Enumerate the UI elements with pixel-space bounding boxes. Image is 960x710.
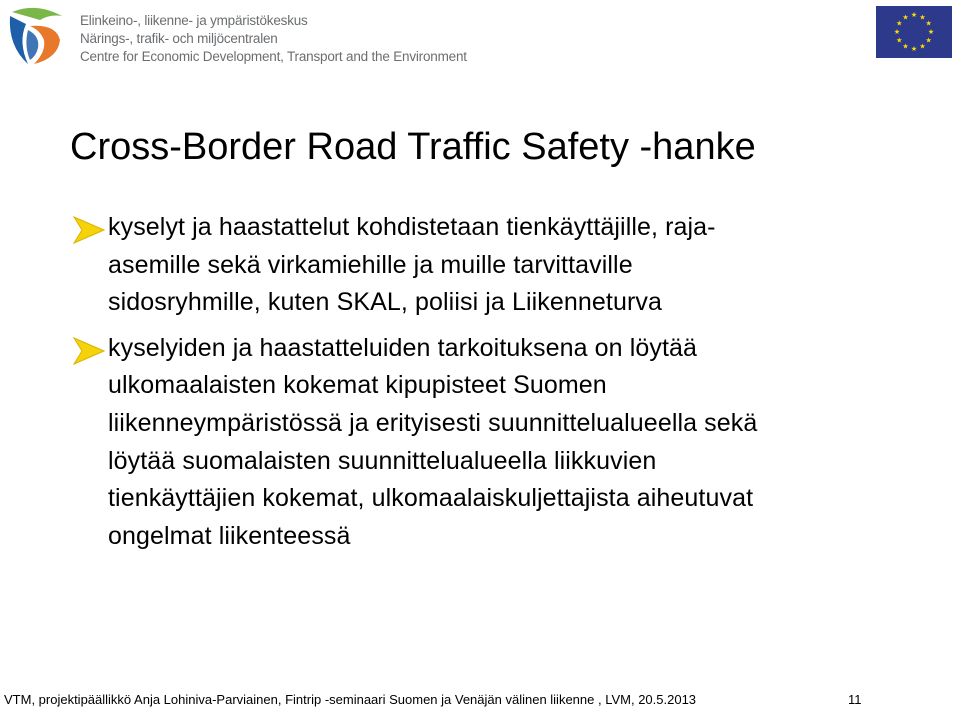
svg-text:★: ★ — [925, 19, 932, 28]
slide-footer: VTM, projektipäällikkö Anja Lohiniva-Parviainen, Fintrip -seminaari Suomen ja Venäjän välinen liikenne , LVM, 20.5.2013 — [4, 692, 697, 707]
bullet-line: liikenneympäristössä ja erityisesti suunnittelualueella sekä — [108, 408, 758, 437]
svg-text:★: ★ — [910, 45, 918, 53]
arrow-bullet-icon — [72, 215, 106, 245]
eu-flag-icon — [876, 6, 952, 58]
bullet-line: kyselyt ja haastattelut kohdistetaan tienkäyttäjille, raja- — [108, 213, 716, 241]
svg-text:★: ★ — [919, 13, 926, 22]
bullet-list — [72, 209, 952, 555]
svg-text:★: ★ — [919, 42, 926, 51]
svg-text:★: ★ — [896, 19, 903, 28]
svg-text:★: ★ — [927, 28, 935, 36]
page-number: 11 — [848, 692, 862, 707]
svg-text:★: ★ — [925, 36, 932, 45]
arrow-bullet-icon — [72, 336, 106, 366]
org-name-en: Centre for Economic Development, Transport and the Environment — [80, 49, 467, 64]
slide-title: Cross-Border Road Traffic Safety -hanke — [70, 126, 756, 168]
organization-name — [80, 12, 467, 66]
bullet-item — [72, 330, 952, 556]
bullet-line: ulkomaalaisten kokemat kipupisteet Suomen — [108, 371, 607, 400]
svg-text:★: ★ — [910, 11, 918, 19]
bullet-line: ongelmat liikenteessä — [108, 521, 351, 550]
ely-centre-logo — [6, 2, 66, 66]
svg-text:★: ★ — [902, 42, 909, 51]
svg-text:★: ★ — [893, 28, 901, 36]
bullet-line: tienkäyttäjien kokemat, ulkomaalaiskuljettajista aiheutuvat — [108, 484, 754, 513]
svg-text:★: ★ — [902, 13, 909, 22]
bullet-line: kyselyiden ja haastatteluiden tarkoituksena on löytää — [108, 333, 698, 362]
svg-text:★: ★ — [896, 36, 903, 45]
org-name-sv: Närings-, trafik- och miljöcentralen — [80, 31, 278, 46]
bullet-line: asemille sekä virkamiehille ja muille tarvittaville — [108, 250, 633, 279]
org-name-fi: Elinkeino-, liikenne- ja ympäristökeskus — [80, 13, 308, 28]
bullet-line: sidosryhmille, kuten SKAL, poliisi ja Liikenneturva — [108, 288, 662, 317]
bullet-item — [72, 209, 952, 322]
bullet-line: löytää suomalaisten suunnittelualueella liikkuvien — [108, 446, 657, 475]
